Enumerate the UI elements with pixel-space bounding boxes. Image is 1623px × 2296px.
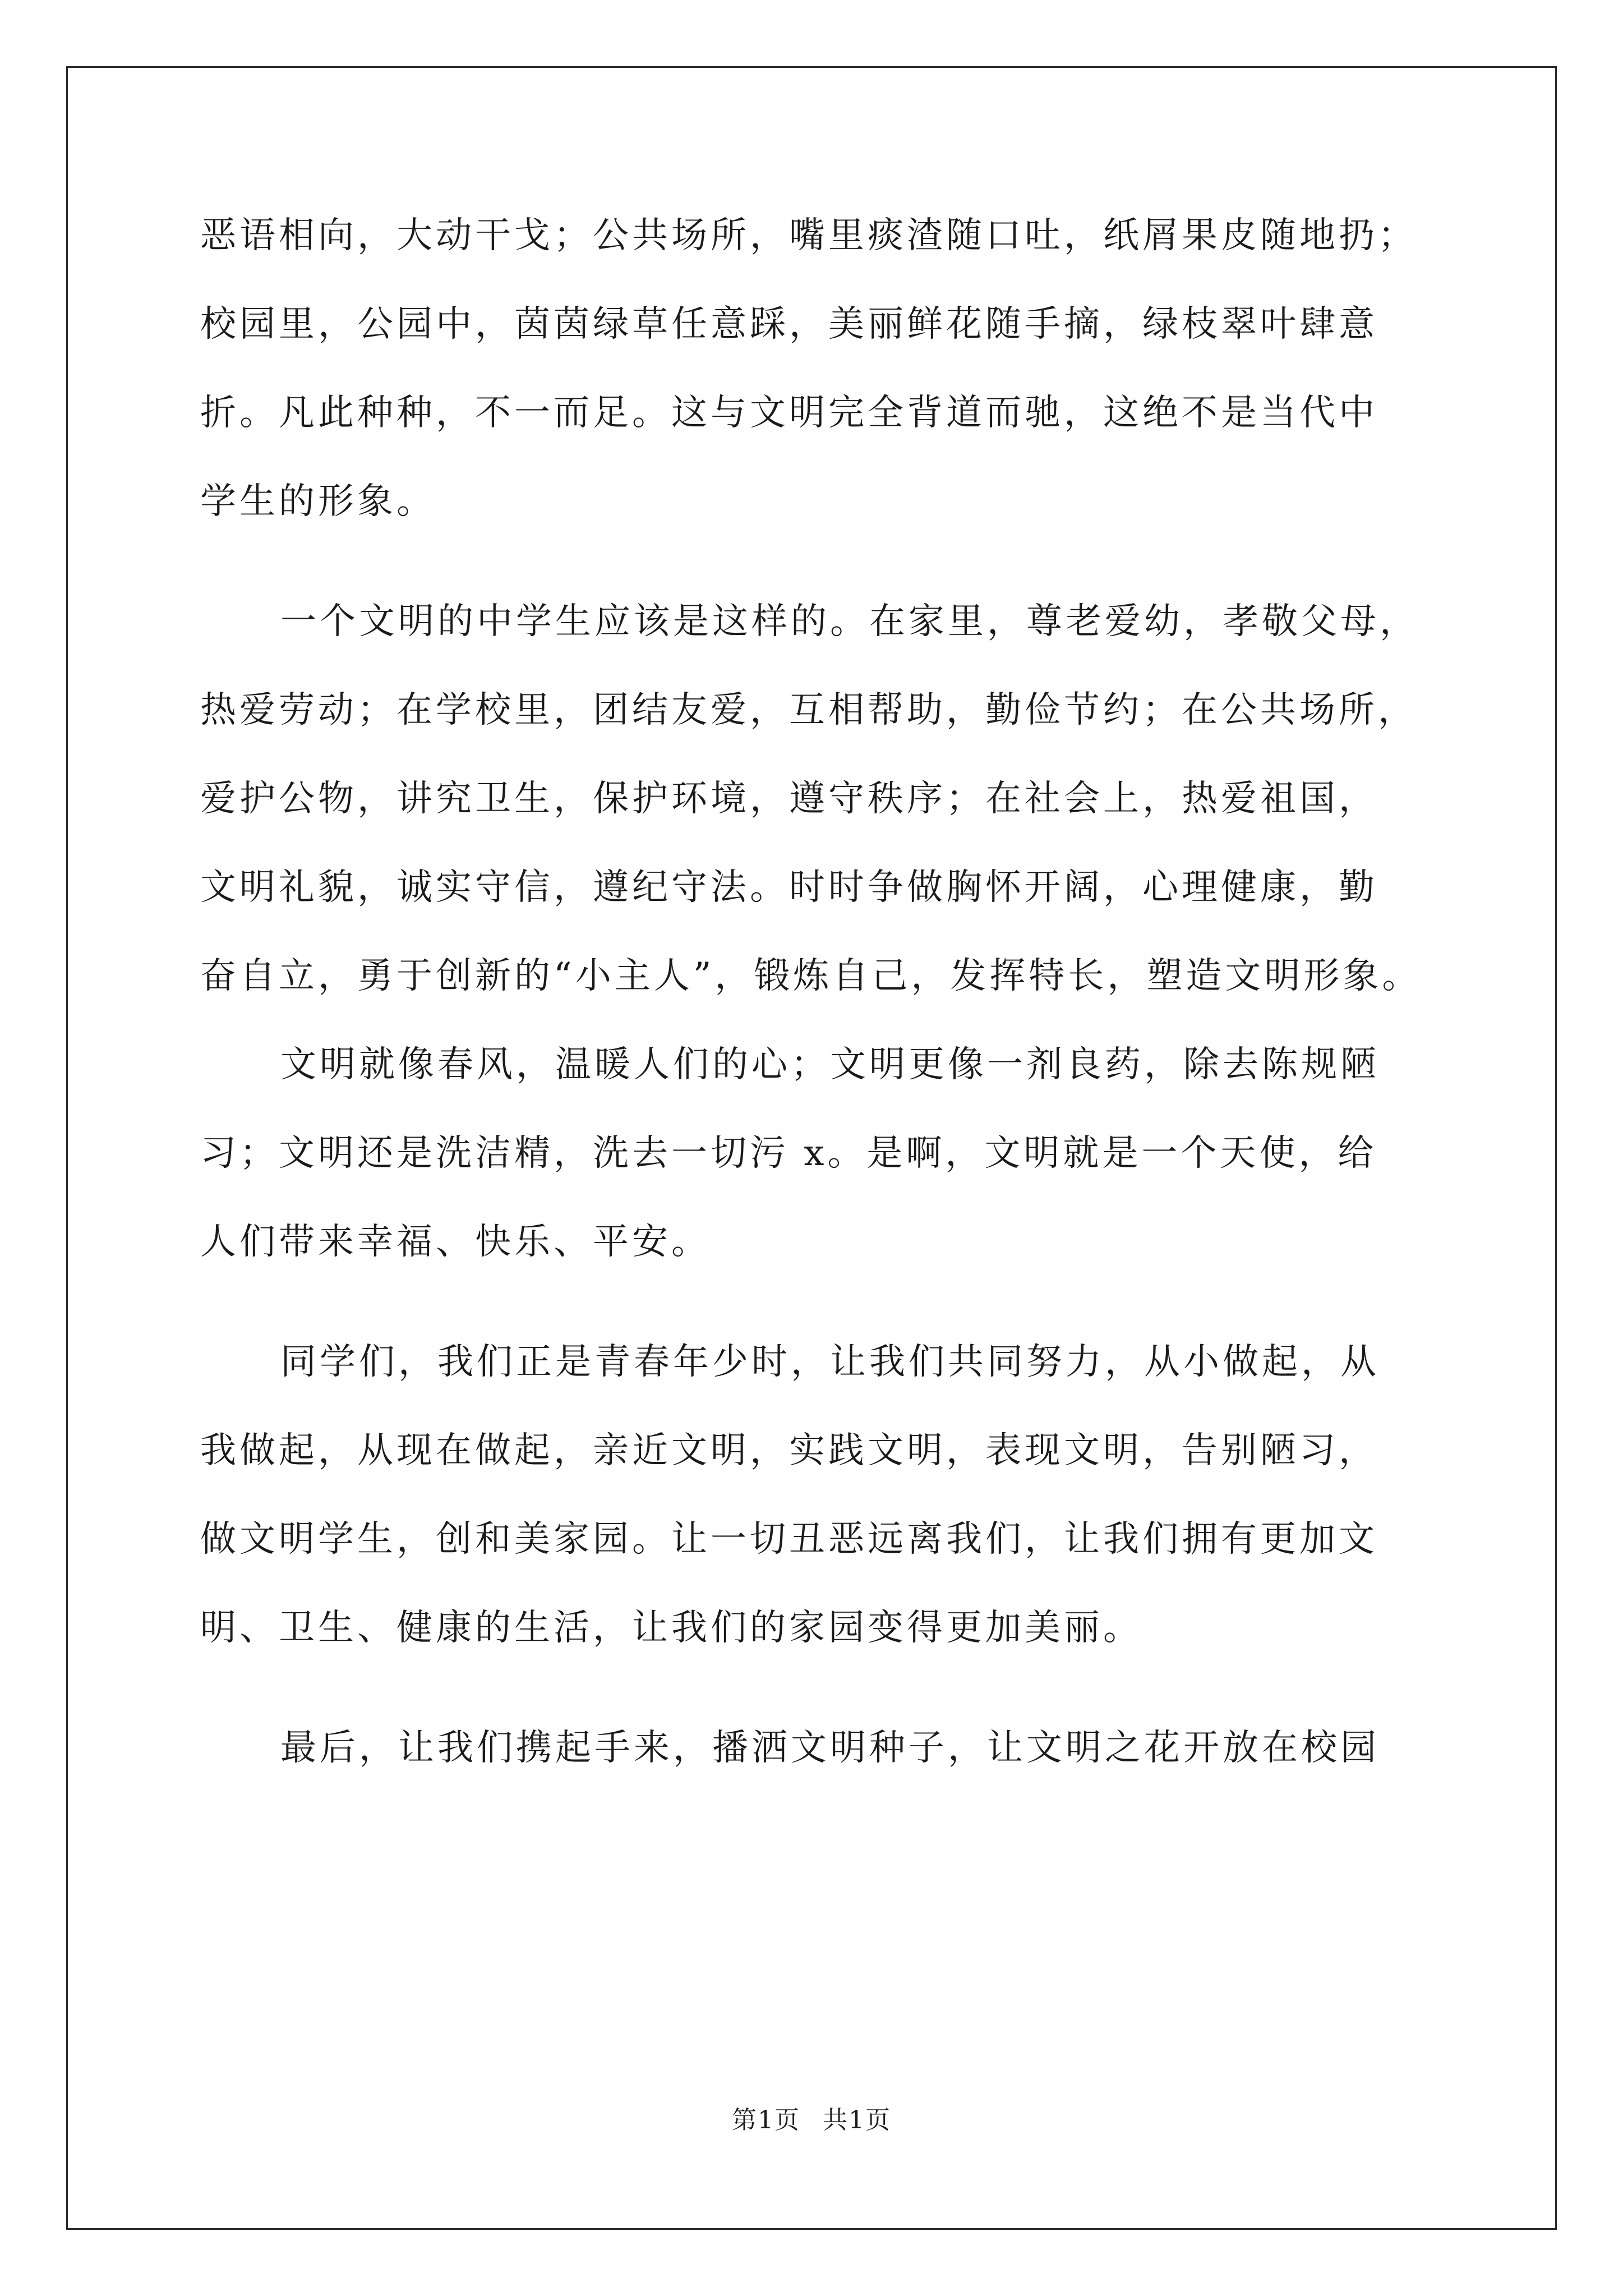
page-number: 第1页	[732, 2106, 800, 2134]
text-line: 折。凡此种种，不一而足。这与文明完全背道而驰，这绝不是当代中	[200, 392, 1378, 434]
paragraph-first-line: 最后，让我们携起手来，播洒文明种子，让文明之花开放在校园	[280, 1727, 1380, 1769]
paragraph-first-line: 一个文明的中学生应该是这样的。在家里，尊老爱幼，孝敬父母，	[280, 601, 1419, 642]
page-total: 共1页	[823, 2106, 891, 2134]
text-line: 习；文明还是洗洁精，洗去一切污 x。是啊，文明就是一个天使，给	[200, 1133, 1377, 1174]
text-line: 我做起，从现在做起，亲近文明，实践文明，表现文明，告别陋习，	[200, 1430, 1378, 1471]
text-line: 人们带来幸福、快乐、平安。	[200, 1221, 711, 1263]
text-line: 热爱劳动；在学校里，团结友爱，互相帮助，勤俭节约；在公共场所，	[200, 689, 1417, 731]
paragraph-first-line: 文明就像春风，温暖人们的心；文明更像一剂良药，除去陈规陋	[280, 1044, 1380, 1085]
text-line: 明、卫生、健康的生活，让我们的家园变得更加美丽。	[200, 1607, 1142, 1649]
text-line: 奋自立，勇于创新的“小主人”，锻炼自己，发挥特长，塑造文明形象。	[200, 955, 1422, 997]
text-line: 校园里，公园中，茵茵绿草任意踩，美丽鲜花随手摘，绿枝翠叶肆意	[200, 303, 1378, 345]
text-line: 恶语相向，大动干戈；公共场所，嘴里痰渣随口吐，纸屑果皮随地扔；	[200, 215, 1417, 256]
text-line: 做文明学生，创和美家园。让一切丑恶远离我们，让我们拥有更加文	[200, 1519, 1378, 1560]
text-line: 文明礼貌，诚实守信，遵纪守法。时时争做胸怀开阔，心理健康，勤	[200, 867, 1378, 908]
text-line: 学生的形象。	[200, 481, 436, 522]
text-line: 爱护公物，讲究卫生，保护环境，遵守秩序；在社会上，热爱祖国，	[200, 778, 1378, 820]
page-footer	[0, 2104, 1623, 2137]
paragraph-first-line: 同学们，我们正是青春年少时，让我们共同努力，从小做起，从	[280, 1341, 1380, 1383]
